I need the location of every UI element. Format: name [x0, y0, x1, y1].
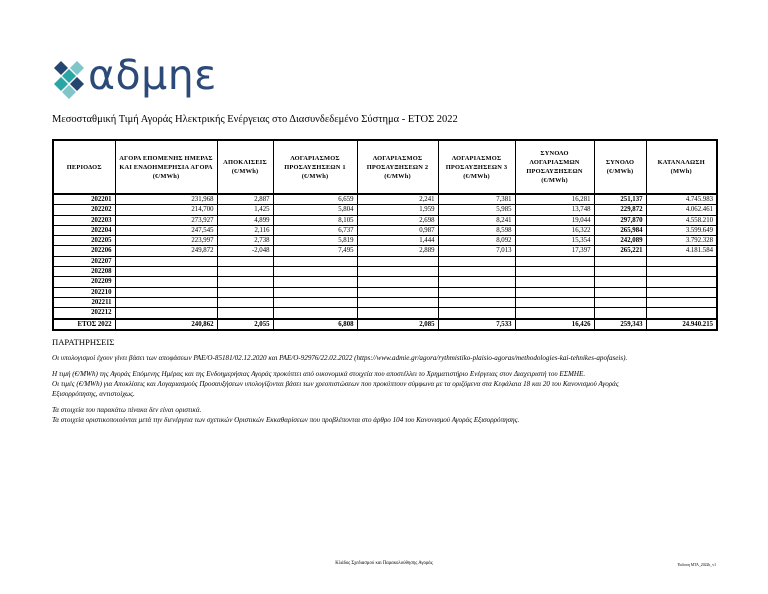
cell-consumption: [646, 297, 717, 307]
table-header-row: [53, 140, 717, 194]
cell-uplift-3: 8,241: [438, 215, 515, 225]
cell-period: 202206: [53, 246, 115, 256]
cell-uplift-2: [357, 277, 438, 287]
col-header-day-ahead: ΑΓΟΡΑ ΕΠΟΜΕΝΗΣ ΗΜΕΡΑΣ ΚΑΙ ΕΝΔΟΗΜΕΡΗΣΙΑ ΑΓΟΡΑ (€/MWh): [115, 140, 217, 194]
total-uplift-2: 2,085: [357, 319, 438, 330]
cell-period: 202204: [53, 225, 115, 235]
price-table: [52, 139, 718, 331]
cell-imbalances: -2,048: [217, 246, 273, 256]
cell-period: 202209: [53, 277, 115, 287]
col-header-uplift-2: ΛΟΓΑΡΙΑΣΜΟΣ ΠΡΟΣΑΥΞΗΣΕΩΝ 2 (€/MWh): [357, 140, 438, 194]
cell-consumption: [646, 256, 717, 266]
cell-day-ahead: [115, 267, 217, 277]
notes-section: [52, 337, 722, 425]
cell-uplift-1: 5,804: [273, 205, 357, 215]
note-line: Τα στοιχεία οριστικοποιούνται μετά την διενέργεια των σχετικών Οριστικών Εκκαθαρίσεων που προβλέπονται στο άρθρο 104 του Κανονισμού Αγοράς Εξισορρόπησης.: [52, 416, 520, 424]
total-uplift-3: 7,533: [438, 319, 515, 330]
cell-uplift-total: 17,397: [515, 246, 594, 256]
admie-logo-text: αδμηε: [88, 51, 217, 99]
cell-period: 202207: [53, 256, 115, 266]
cell-uplift-2: 2,889: [357, 246, 438, 256]
cell-day-ahead: 249,872: [115, 246, 217, 256]
cell-uplift-3: [438, 297, 515, 307]
cell-imbalances: [217, 267, 273, 277]
cell-uplift-2: 0,987: [357, 225, 438, 235]
cell-period: 202203: [53, 215, 115, 225]
total-period: ΕΤΟΣ 2022: [53, 319, 115, 330]
cell-uplift-1: 6,737: [273, 225, 357, 235]
cell-period: 202208: [53, 267, 115, 277]
cell-uplift-1: 5,819: [273, 236, 357, 246]
cell-uplift-3: [438, 267, 515, 277]
cell-uplift-2: [357, 256, 438, 266]
cell-uplift-1: [273, 256, 357, 266]
cell-uplift-total: [515, 287, 594, 297]
cell-uplift-3: [438, 277, 515, 287]
cell-uplift-2: [357, 297, 438, 307]
table-row: [53, 256, 717, 266]
cell-consumption: [646, 308, 717, 319]
cell-consumption: [646, 287, 717, 297]
cell-uplift-total: 19,044: [515, 215, 594, 225]
table-row: [53, 194, 717, 205]
table-total-row: [53, 319, 717, 330]
cell-uplift-total: [515, 267, 594, 277]
total-consumption: 24.940.215: [646, 319, 717, 330]
col-header-total: ΣΥΝΟΛΟ (€/MWh): [594, 140, 646, 194]
cell-period: 202202: [53, 205, 115, 215]
cell-total: [594, 277, 646, 287]
cell-uplift-total: [515, 308, 594, 319]
cell-consumption: 4.062.461: [646, 205, 717, 215]
col-header-period: ΠΕΡΙΟΔΟΣ: [53, 140, 115, 194]
cell-day-ahead: [115, 308, 217, 319]
cell-uplift-3: [438, 287, 515, 297]
notes-heading: ΠΑΡΑΤΗΡΗΣΕΙΣ: [52, 337, 115, 347]
note-line: Οι τιμές (€/MWh) για Αποκλίσεις και Λογαριασμούς Προσαυξήσεων υπολογίζονται βάσει των χρεοπιστώσεων που προκύπτουν σύμφωνα με τα οριζόμενα στα Κεφάλαια 18 και 20 του Κανονισμού Αγοράς: [52, 380, 619, 388]
col-header-uplift-3: ΛΟΓΑΡΙΑΣΜΟΣ ΠΡΟΣΑΥΞΗΣΕΩΝ 3 (€/MWh): [438, 140, 515, 194]
footer-version: Έκδοση ΜΤΑ_2022b_v1: [677, 563, 716, 567]
cell-imbalances: [217, 256, 273, 266]
cell-uplift-total: 16,281: [515, 194, 594, 205]
table-row: [53, 215, 717, 225]
cell-uplift-2: 1,959: [357, 205, 438, 215]
cell-total: 297,870: [594, 215, 646, 225]
note-line: Εξισορρόπησης, αντιστοίχως.: [52, 390, 135, 398]
cell-uplift-total: [515, 256, 594, 266]
col-header-uplift-total: ΣΥΝΟΛΟ ΛΟΓΑΡΙΑΣΜΩΝ ΠΡΟΣΑΥΞΗΣΕΩΝ (€/MWh): [515, 140, 594, 194]
cell-period: 202212: [53, 308, 115, 319]
cell-period: 202210: [53, 287, 115, 297]
cell-total: 265,221: [594, 246, 646, 256]
cell-uplift-1: 6,659: [273, 194, 357, 205]
total-imbalances: 2,055: [217, 319, 273, 330]
footer-department: Κλάδος Σχεδιασμού και Παρακολούθησης Αγοράς: [335, 561, 433, 566]
cell-uplift-total: [515, 277, 594, 287]
total-total: 259,343: [594, 319, 646, 330]
cell-uplift-total: 16,322: [515, 225, 594, 235]
cell-period: 202205: [53, 236, 115, 246]
cell-day-ahead: [115, 287, 217, 297]
cell-uplift-1: [273, 308, 357, 319]
cell-total: 265,984: [594, 225, 646, 235]
col-header-imbalances: ΑΠΟΚΛΙΣΕΙΣ (€/MWh): [217, 140, 273, 194]
cell-uplift-2: [357, 308, 438, 319]
cell-total: 229,872: [594, 205, 646, 215]
note-line: Η τιμή (€/MWh) της Αγοράς Επόμενης Ημέρας και της Ενδοημερήσιας Αγοράς προκύπτει από οικονομικά στοιχεία που αποστέλλει το Χρηματιστήριο Ενέργειας στον Διαχειριστή του ΕΣΜΗΕ.: [52, 370, 586, 378]
table-row: [53, 246, 717, 256]
cell-uplift-2: 1,444: [357, 236, 438, 246]
cell-uplift-1: [273, 267, 357, 277]
cell-uplift-1: [273, 277, 357, 287]
cell-imbalances: [217, 297, 273, 307]
cell-day-ahead: 214,700: [115, 205, 217, 215]
cell-day-ahead: 231,968: [115, 194, 217, 205]
cell-total: [594, 297, 646, 307]
table-row: [53, 308, 717, 319]
cell-imbalances: 4,899: [217, 215, 273, 225]
total-uplift-total: 16,426: [515, 319, 594, 330]
cell-total: [594, 308, 646, 319]
total-day-ahead: 240,862: [115, 319, 217, 330]
cell-uplift-2: [357, 287, 438, 297]
cell-consumption: 4.745.983: [646, 194, 717, 205]
cell-imbalances: [217, 308, 273, 319]
note-line: Τα στοιχεία του παρακάτω πίνακα δεν είναι οριστικά.: [52, 406, 202, 414]
table-row: [53, 297, 717, 307]
page-title: Μεσοσταθμική Τιμή Αγοράς Ηλεκτρικής Ενέργειας στο Διασυνδεδεμένο Σύστημα - ΕΤΟΣ 2022: [52, 114, 458, 125]
cell-day-ahead: [115, 277, 217, 287]
table-row: [53, 236, 717, 246]
cell-day-ahead: [115, 256, 217, 266]
cell-day-ahead: [115, 297, 217, 307]
cell-day-ahead: 247,545: [115, 225, 217, 235]
col-header-uplift-1: ΛΟΓΑΡΙΑΣΜΟΣ ΠΡΟΣΑΥΞΗΣΕΩΝ 1 (€/MWh): [273, 140, 357, 194]
cell-total: [594, 267, 646, 277]
cell-consumption: [646, 267, 717, 277]
cell-consumption: 3.792.328: [646, 236, 717, 246]
table-row: [53, 267, 717, 277]
cell-imbalances: 2,116: [217, 225, 273, 235]
total-uplift-1: 6,808: [273, 319, 357, 330]
cell-uplift-3: 5,985: [438, 205, 515, 215]
cell-uplift-1: 7,495: [273, 246, 357, 256]
cell-total: 242,089: [594, 236, 646, 246]
table-row: [53, 225, 717, 235]
cell-period: 202211: [53, 297, 115, 307]
cell-uplift-3: 7,381: [438, 194, 515, 205]
cell-uplift-2: 2,698: [357, 215, 438, 225]
cell-uplift-2: 2,241: [357, 194, 438, 205]
cell-day-ahead: 223,997: [115, 236, 217, 246]
cell-uplift-2: [357, 267, 438, 277]
cell-uplift-3: 7,013: [438, 246, 515, 256]
cell-uplift-total: 13,748: [515, 205, 594, 215]
cell-consumption: 4.181.584: [646, 246, 717, 256]
cell-uplift-total: 15,354: [515, 236, 594, 246]
cell-period: 202201: [53, 194, 115, 205]
note-line: Οι υπολογισμοί έχουν γίνει βάσει των αποφάσεων ΡΑΕ/Ο-85181/02.12.2020 και ΡΑΕ/Ο-92976/22.02.2022 (https://www.admie.gr/agora/rythmistiko-plaisio-agoras/methodologies-kai-tehnikes-apofaseis).: [52, 354, 628, 362]
cell-total: 251,137: [594, 194, 646, 205]
cell-uplift-3: [438, 256, 515, 266]
cell-uplift-3: 8,092: [438, 236, 515, 246]
cell-uplift-1: 8,105: [273, 215, 357, 225]
admie-logo-icon: [52, 59, 86, 99]
cell-imbalances: [217, 277, 273, 287]
table-row: [53, 205, 717, 215]
cell-uplift-3: [438, 308, 515, 319]
cell-consumption: 4.558.210: [646, 215, 717, 225]
cell-uplift-total: [515, 297, 594, 307]
col-header-consumption: ΚΑΤΑΝΑΛΩΣΗ (MWh): [646, 140, 717, 194]
cell-total: [594, 287, 646, 297]
table-row: [53, 287, 717, 297]
admie-logo: [52, 51, 217, 99]
cell-imbalances: [217, 287, 273, 297]
cell-uplift-1: [273, 297, 357, 307]
table-row: [53, 277, 717, 287]
cell-consumption: [646, 277, 717, 287]
cell-imbalances: 2,887: [217, 194, 273, 205]
cell-total: [594, 256, 646, 266]
cell-imbalances: 1,425: [217, 205, 273, 215]
cell-consumption: 3.599.649: [646, 225, 717, 235]
cell-imbalances: 2,738: [217, 236, 273, 246]
cell-day-ahead: 273,927: [115, 215, 217, 225]
cell-uplift-1: [273, 287, 357, 297]
cell-uplift-3: 8,598: [438, 225, 515, 235]
